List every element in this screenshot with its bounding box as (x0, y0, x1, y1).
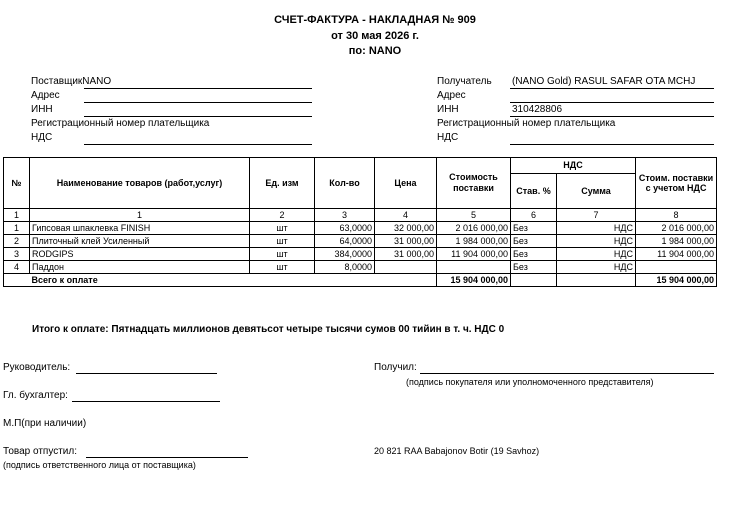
recipient-address-label: Адрес (437, 90, 466, 101)
released-label: Товар отпустил: (3, 446, 77, 457)
header-unit: Ед. изм (250, 158, 315, 209)
row-total: 2 016 000,00 (636, 222, 717, 235)
header-rate: Став. % (511, 174, 557, 209)
recipient-inn-label: ИНН (437, 104, 459, 115)
row-sum: НДС (557, 261, 636, 274)
header-cost: Стоимость поставки (437, 158, 511, 209)
driver-info: 20 821 RAA Babajonov Botir (19 Savhoz) (374, 446, 540, 456)
col-number: 8 (636, 209, 717, 222)
header-total: Стоим. поставки с учетом НДС (636, 158, 717, 209)
supplier-reg-label: Регистрационный номер плательщика (31, 118, 210, 129)
released-signature-line (86, 457, 248, 458)
row-total: 1 984 000,00 (636, 235, 717, 248)
row-cost: 1 984 000,00 (437, 235, 511, 248)
row-name: Гипсовая шпаклевка FINISH (30, 222, 250, 235)
total-cost: 15 904 000,00 (437, 274, 511, 287)
row-rate: Без (511, 222, 557, 235)
row-qty: 63,0000 (315, 222, 375, 235)
summary-text: Итого к оплате: Пятнадцать миллионов девятьсот четыре тысячи сумов 00 тийин в т. ч. НДС 0 (32, 324, 505, 335)
row-name: Плиточный клей Усиленный (30, 235, 250, 248)
row-qty: 384,0000 (315, 248, 375, 261)
recipient-address-line (510, 102, 714, 103)
row-qty: 64,0000 (315, 235, 375, 248)
supplier-nds-line (84, 144, 312, 145)
col-number: 6 (511, 209, 557, 222)
row-num: 2 (4, 235, 30, 248)
row-num: 4 (4, 261, 30, 274)
row-price: 31 000,00 (375, 248, 437, 261)
supplier-name: NANO (82, 76, 112, 87)
col-number: 7 (557, 209, 636, 222)
col-number: 1 (4, 209, 30, 222)
row-rate: Без (511, 235, 557, 248)
total-label: Всего к оплате (30, 274, 437, 287)
recipient-inn-value: 310428806 (512, 104, 563, 115)
row-cost: 2 016 000,00 (437, 222, 511, 235)
row-unit: шт (250, 235, 315, 248)
table-row (4, 222, 717, 235)
row-price (375, 261, 437, 274)
row-rate: Без (511, 248, 557, 261)
row-price: 32 000,00 (375, 222, 437, 235)
row-name: RODGIPS (30, 248, 250, 261)
row-unit: шт (250, 222, 315, 235)
recipient-reg-label: Регистрационный номер плательщика (437, 118, 616, 129)
invoice-table (3, 157, 717, 287)
col-number: 2 (250, 209, 315, 222)
col-number: 3 (315, 209, 375, 222)
manager-label: Руководитель: (3, 362, 71, 373)
recipient-label: Получатель (437, 76, 492, 87)
row-total: 11 904 000,00 (636, 248, 717, 261)
row-unit: шт (250, 261, 315, 274)
row-unit: шт (250, 248, 315, 261)
received-note: (подпись покупателя или уполномоченного представителя) (406, 377, 654, 387)
recipient-inn-line (510, 116, 714, 117)
header-nds: НДС (511, 158, 636, 174)
total-with-nds: 15 904 000,00 (636, 274, 717, 287)
row-sum: НДС (557, 235, 636, 248)
invoice-date: от 30 мая 2026 г. (331, 30, 419, 42)
table-row (4, 248, 717, 261)
header-sum: Сумма (557, 174, 636, 209)
row-num: 3 (4, 248, 30, 261)
row-price: 31 000,00 (375, 235, 437, 248)
header-num: № (4, 158, 30, 209)
row-cost (437, 261, 511, 274)
column-number-row (4, 209, 717, 222)
table-row (4, 235, 717, 248)
row-sum: НДС (557, 222, 636, 235)
row-qty: 8,0000 (315, 261, 375, 274)
supplier-inn-line (84, 116, 312, 117)
col-number: 5 (437, 209, 511, 222)
row-rate: Без (511, 261, 557, 274)
row-cost: 11 904 000,00 (437, 248, 511, 261)
accountant-signature-line (72, 401, 220, 402)
table-row (4, 261, 717, 274)
supplier-label: ПоставщикNANO (31, 76, 112, 87)
header-name: Наименование товаров (работ,услуг) (30, 158, 250, 209)
row-num: 1 (4, 222, 30, 235)
manager-signature-line (76, 373, 217, 374)
row-name: Паддон (30, 261, 250, 274)
released-note: (подпись ответственного лица от поставщика) (3, 460, 196, 470)
header-price: Цена (375, 158, 437, 209)
recipient-nds-line (510, 144, 714, 145)
received-signature-line (420, 373, 714, 374)
recipient-name: (NANO Gold) RASUL SAFAR OTA MCHJ (512, 76, 696, 87)
supplier-name-line (84, 88, 312, 89)
supplier-address-label: Адрес (31, 90, 60, 101)
accountant-label: Гл. бухгалтер: (3, 390, 68, 401)
invoice-title: СЧЕТ-ФАКТУРА - НАКЛАДНАЯ № 909 (274, 14, 476, 26)
stamp-label: М.П(при наличии) (3, 418, 87, 429)
supplier-address-line (84, 102, 312, 103)
col-number: 4 (375, 209, 437, 222)
recipient-nds-label: НДС (437, 132, 459, 143)
received-label: Получил: (374, 362, 417, 373)
total-row (4, 274, 717, 287)
supplier-nds-label: НДС (31, 132, 53, 143)
header-qty: Кол-во (315, 158, 375, 209)
row-total (636, 261, 717, 274)
row-sum: НДС (557, 248, 636, 261)
col-number: 1 (30, 209, 250, 222)
invoice-by: по: NANO (348, 45, 402, 57)
recipient-name-line (510, 88, 714, 89)
supplier-inn-label: ИНН (31, 104, 53, 115)
